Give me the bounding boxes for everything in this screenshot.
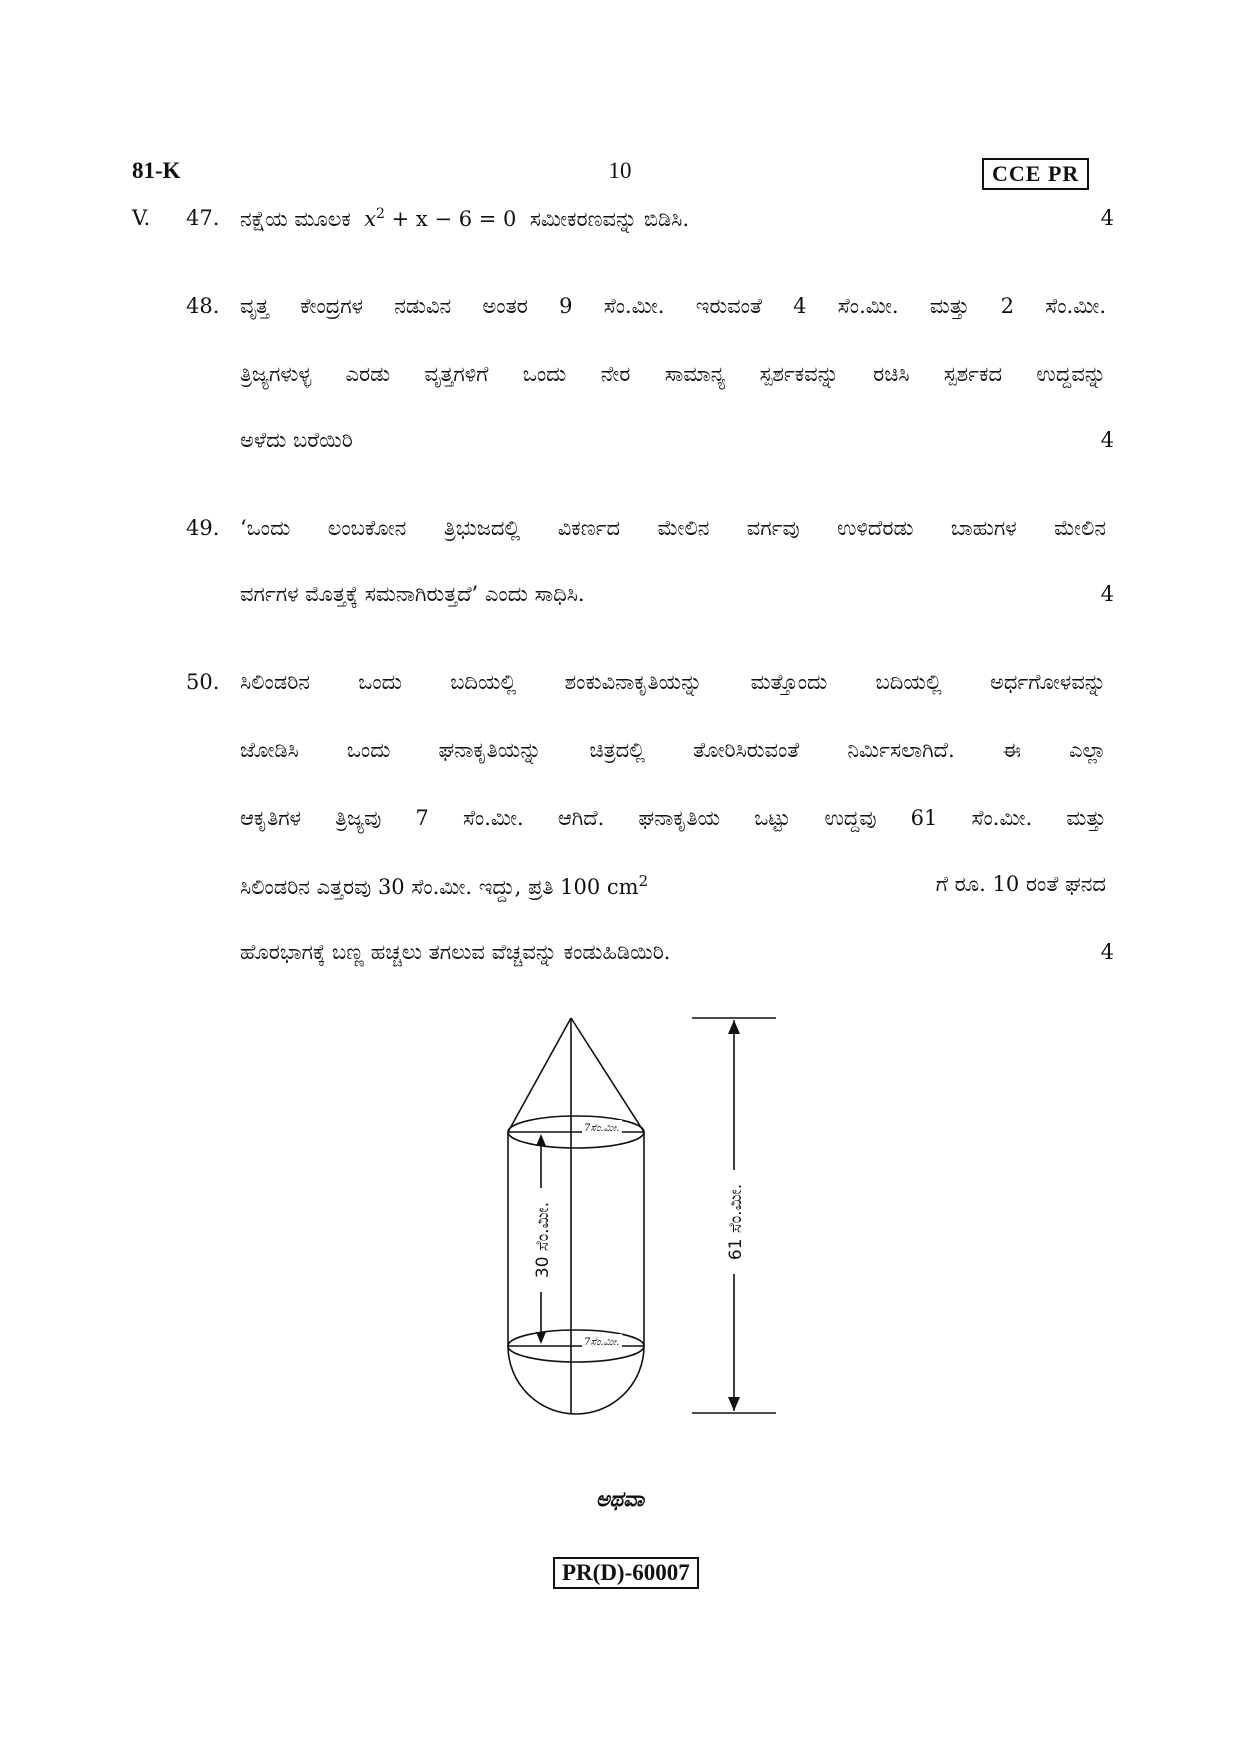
question-50-number: 50. xyxy=(186,670,220,694)
question-49-marks: 4 xyxy=(1100,582,1114,606)
question-49-line-1: ‘ಒಂದು ಲಂಬಕೋನ ತ್ರಿಭುಜದಲ್ಲಿ ವಿಕರ್ಣದ ಮೇಲಿನ ವರ್ಗವು ಉಳಿದೆರಡು ಬಾಹುಗಳ ಮೇಲಿನ xyxy=(240,516,1106,540)
question-50-line-3: ಆಕೃತಿಗಳ ತ್ರಿಜ್ಯವು 7 ಸೆಂ.ಮೀ. ಆಗಿದೆ. ಘನಾಕೃತಿಯ ಒಟ್ಟು ಉದ್ದವು 61 ಸೆಂ.ಮೀ. ಮತ್ತು xyxy=(240,806,1106,830)
question-48-marks: 4 xyxy=(1100,428,1114,452)
bottom-radius-label: 7ಸೆಂ.ಮೀ. xyxy=(584,1337,620,1348)
page-number: 10 xyxy=(608,158,632,183)
question-47-number: 47. xyxy=(186,206,220,230)
total-height-label: 61 ಸೆಂ.ಮೀ. xyxy=(726,1183,746,1261)
question-50-line-4-start: ಸಿಲಿಂಡರಿನ ಎತ್ತರವು 30 ಸೆಂ.ಮೀ. ಇದ್ದು, ಪ್ರತಿ 100 $cm^2$ xyxy=(240,872,649,899)
header-box-label: CCE PR xyxy=(982,158,1089,190)
or-label: ಅಥವಾ xyxy=(595,1486,645,1511)
solid-figure xyxy=(440,1010,800,1450)
section-number: V. xyxy=(132,206,151,230)
paper-code: 81-K xyxy=(132,158,181,183)
hemisphere-outline xyxy=(508,1346,644,1414)
question-48-line-2: ತ್ರಿಜ್ಯಗಳುಳ್ಳ ಎರಡು ವೃತ್ತಗಳಿಗೆ ಒಂದು ನೇರ ಸಾಮಾನ್ಯ ಸ್ಪರ್ಶಕವನ್ನು ರಚಿಸಿ ಸ್ಪರ್ಶಕದ ಉದ್ದವನ್ನು xyxy=(240,362,1106,386)
question-47-text-start: ನಕ್ಷೆಯ ಮೂಲಕ xyxy=(240,207,351,231)
cone-left-edge xyxy=(508,1018,571,1132)
question-47-text xyxy=(240,206,689,232)
cone-right-edge xyxy=(571,1018,644,1132)
question-49-number: 49. xyxy=(186,516,220,540)
question-49-line-2: ವರ್ಗಗಳ ಮೊತ್ತಕ್ಕೆ ಸಮನಾಗಿರುತ್ತದೆ’ ಎಂದು ಸಾಧಿಸಿ. xyxy=(240,582,585,606)
top-radius-label: 7ಸೆಂ.ಮೀ. xyxy=(584,1123,620,1134)
question-48-line-1: ವೃತ್ತ ಕೇಂದ್ರಗಳ ನಡುವಿನ ಅಂತರ 9 ಸೆಂ.ಮೀ. ಇರುವಂತೆ 4 ಸೆಂ.ಮೀ. ಮತ್ತು 2 ಸೆಂ.ಮೀ. xyxy=(240,294,1106,318)
question-47-marks: 4 xyxy=(1100,206,1114,230)
question-50-line-2: ಜೋಡಿಸಿ ಒಂದು ಘನಾಕೃತಿಯನ್ನು ಚಿತ್ರದಲ್ಲಿ ತೋರಿಸಿರುವಂತೆ ನಿರ್ಮಿಸಲಾಗಿದೆ. ಈ ಎಲ್ಲಾ xyxy=(240,738,1106,762)
arrow-up-icon xyxy=(536,1134,546,1146)
question-50-line-1: ಸಿಲಿಂಡರಿನ ಒಂದು ಬದಿಯಲ್ಲಿ ಶಂಕುವಿನಾಕೃತಿಯನ್ನು ಮತ್ತೊಂದು ಬದಿಯಲ್ಲಿ ಅರ್ಧಗೋಳವನ್ನು xyxy=(240,670,1106,694)
cylinder-height-label: 30 ಸೆಂ.ಮೀ. xyxy=(533,1201,553,1279)
question-50-line-5: ಹೊರಭಾಗಕ್ಕೆ ಬಣ್ಣ ಹಚ್ಚಲು ತಗಲುವ ವೆಚ್ಚವನ್ನು ಕಂಡುಹಿಡಿಯಿರಿ. xyxy=(240,940,671,964)
footer-code: PR(D)-60007 xyxy=(553,1557,699,1589)
arrow-up-icon xyxy=(728,1020,740,1034)
question-50-line-4 xyxy=(240,872,1106,900)
question-47-text-end: ಸಮೀಕರಣವನ್ನು ಬಿಡಿಸಿ. xyxy=(529,207,690,231)
question-48-line-3: ಅಳೆದು ಬರೆಯಿರಿ xyxy=(240,428,353,452)
arrow-down-icon xyxy=(728,1397,740,1411)
question-48-number: 48. xyxy=(186,294,220,318)
question-50-line-4-end: ಗೆ ರೂ. 10 ರಂತೆ ಘನದ xyxy=(935,872,1106,896)
arrow-down-icon xyxy=(536,1332,546,1344)
question-50-marks: 4 xyxy=(1100,940,1114,964)
question-47-equation: $x^2 + x - 6 = 0$ xyxy=(364,206,517,231)
